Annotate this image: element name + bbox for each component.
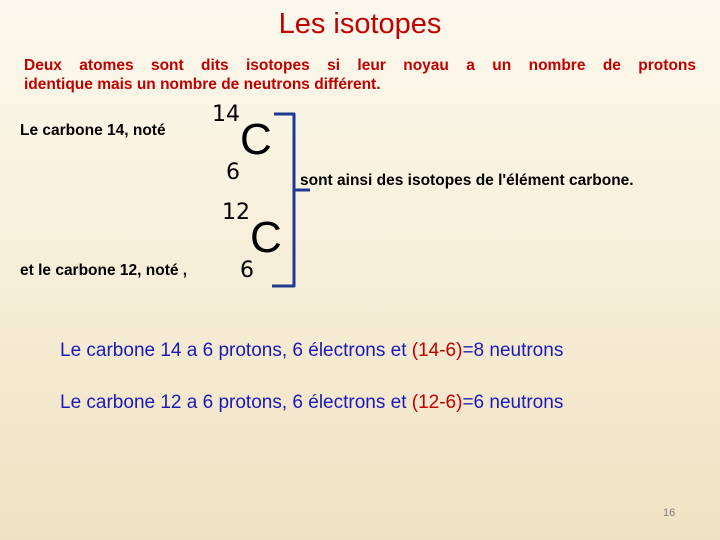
c14-mass-number: 14 — [212, 102, 240, 127]
statement-c14-calc: (14-6) — [411, 340, 463, 361]
c14-symbol: C — [240, 115, 272, 164]
grouping-bracket — [262, 108, 312, 294]
definition-line-2: identique mais un nombre de neutrons différent. — [24, 76, 381, 93]
c14-atomic-number: 6 — [226, 160, 240, 185]
definition-line-1: Deux atomes sont dits isotopes si leur noyau a un nombre de protons — [24, 57, 696, 74]
c12-label: et le carbone 12, noté , — [20, 262, 188, 279]
statement-c14-detail: a 6 protons, 6 électrons et — [181, 340, 412, 361]
statement-c14-result: =8 neutrons — [462, 340, 564, 361]
c14-label: Le carbone 14, noté — [20, 122, 166, 139]
page-number: 16 — [663, 507, 676, 519]
statement-c14 — [60, 340, 563, 362]
statement-c12-result: =6 neutrons — [462, 392, 564, 413]
c12-symbol: C — [250, 213, 282, 262]
statement-c12-calc: (12-6) — [411, 392, 463, 413]
c12-atomic-number: 6 — [240, 258, 254, 283]
c12-mass-number: 12 — [222, 200, 250, 225]
statement-c14-subject: Le carbone 14 — [60, 340, 182, 361]
statement-c12-subject: Le carbone 12 — [60, 392, 182, 413]
definition-text — [24, 56, 696, 94]
isotopes-conclusion: sont ainsi des isotopes de l'élément carbone. — [300, 172, 634, 189]
statement-c12-detail: a 6 protons, 6 électrons et — [181, 392, 412, 413]
statement-c12 — [60, 392, 563, 414]
slide-title: Les isotopes — [278, 8, 442, 40]
